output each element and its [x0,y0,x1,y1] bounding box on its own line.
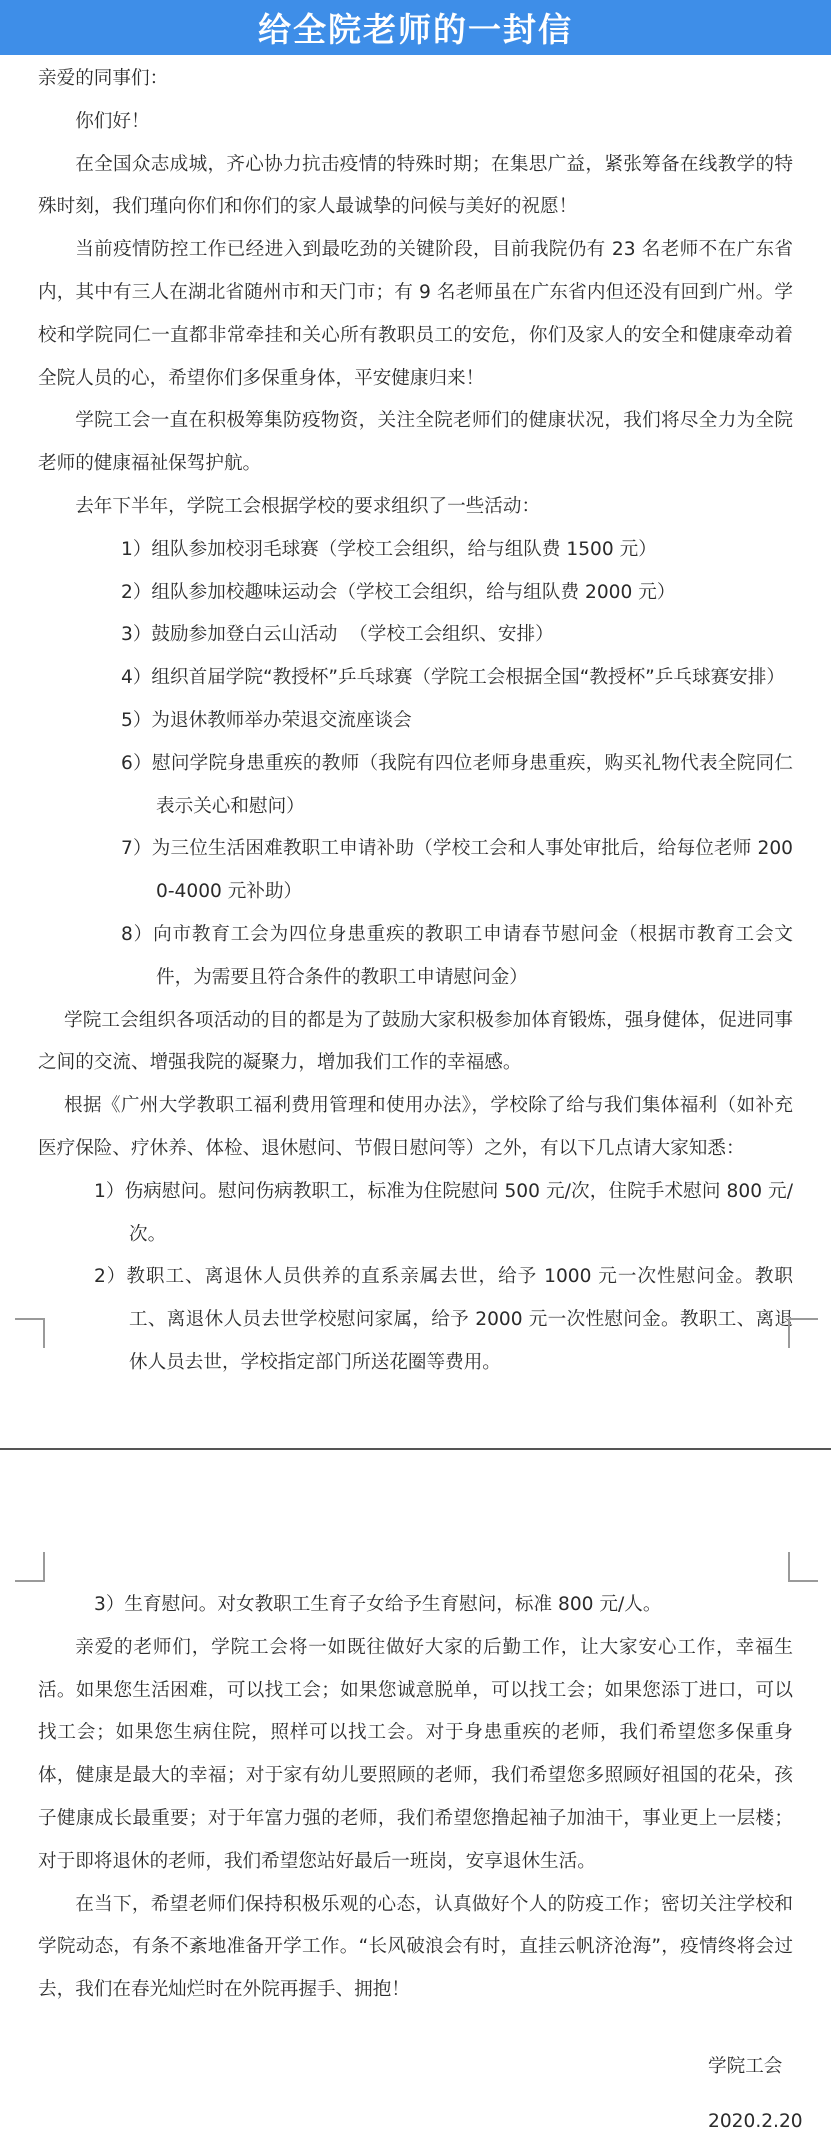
paragraph-6: 根据《广州大学教职工福利费用管理和使用办法》，学校除了给与我们集体福利（如补充医疗保险、疗休养、体检、退休慰问、节假日慰问等）之外，有以下几点请大家知悉： [38,1095,793,1159]
paragraph-3: 学院工会一直在积极筹集防疫物资，关注全院老师们的健康状况，我们将尽全力为全院老师的健康福祉保驾护航。 [38,410,793,475]
greeting: 亲爱的同事们： [38,68,169,89]
activity-item: 1）组队参加校羽毛球赛（学校工会组织，给与组队费 1500 元） [121,538,657,560]
paragraph-5: 学院工会组织各项活动的目的都是为了鼓励大家积极参加体育锻炼，强身健体，促进同事之间的交流、增强我院的凝聚力，增加我们工作的幸福感。 [38,1009,793,1074]
welfare-item: 3）生育慰问。对女教职工生育子女给予生育慰问，标准 800 元/人。 [94,1594,662,1615]
signature-org: 学院工会 [708,2056,783,2077]
page-separator [0,1448,831,1450]
paragraph-1: 在全国众志成城，齐心协力抗击疫情的特殊时期；在集思广益，紧张筹备在线教学的特殊时刻，我们瑾向你们和你们的家人最诚挚的问候与美好的祝愿！ [38,153,793,218]
letter-title-bar [0,0,831,55]
activity-item: 3）鼓励参加登白云山活动 （学校工会组织、安排） [121,624,554,646]
document-page-1 [0,58,831,1385]
paragraph-2: 当前疫情防控工作已经进入到最吃劲的关键阶段，目前我院仍有 23 名老师不在广东省内，其中有三人在湖北省随州市和天门市；有 9 名老师虽在广东省内但还没有回到广州。学校和学院同仁一直都非常牵挂和关心所有教职员工的安危，你们及家人的安全和健康牵动着全院人员的心，希望你们多保重身体，平安健康归来！ [38,239,793,389]
letter-title: 给全院老师的一封信 [258,10,573,49]
activity-item: 4）组织首届学院“教授杯”乒乓球赛（学院工会根据全国“教授杯”乒乓球赛安排） [121,667,785,689]
paragraph-4: 去年下半年，学院工会根据学校的要求组织了一些活动： [75,495,541,517]
activity-item: 7）为三位生活困难教职工申请补助（学校工会和人事处审批后，给每位老师 2000-4000 元补助） [121,838,793,903]
activity-item: 6）慰问学院身患重疾的教师（我院有四位老师身患重疾，购买礼物代表全院同仁表示关心和慰问） [121,752,793,817]
page-corner-mark [788,1318,818,1348]
activity-item: 5）为退休教师举办荣退交流座谈会 [121,709,412,731]
signature-date: 2020.2.20 [708,2111,803,2132]
welfare-item: 2）教职工、离退休人员供养的直系亲属去世，给予 1000 元一次性慰问金。教职工、离退休人员去世学校慰问家属，给予 2000 元一次性慰问金。教职工、离退休人员去世，学校指定部门所送花圈等费用。 [94,1266,793,1373]
paragraph-7: 亲爱的老师们，学院工会将一如既往做好大家的后勤工作，让大家安心工作，幸福生活。如果您生活困难，可以找工会；如果您诚意脱单，可以找工会；如果您添丁进口，可以找工会；如果您生病住院，照样可以找工会。对于身患重疾的老师，我们希望您多保重身体，健康是最大的幸福；对于家有幼儿要照顾的老师，我们希望您多照顾好祖国的花朵，孩子健康成长最重要；对于年富力强的老师，我们希望您撸起袖子加油干，事业更上一层楼；对于即将退休的老师，我们希望您站好最后一班岗，安享退休生活。 [38,1636,793,1872]
welfare-item: 1）伤病慰问。慰问伤病教职工，标准为住院慰问 500 元/次，住院手术慰问 800 元/次。 [94,1180,793,1245]
document-page-2 [0,1584,831,2012]
page-corner-mark [15,1318,45,1348]
page-corner-mark [788,1552,818,1582]
paragraph-8: 在当下，希望老师们保持积极乐观的心态，认真做好个人的防疫工作；密切关注学校和学院动态，有条不紊地准备开学工作。“长风破浪会有时，直挂云帆济沧海”，疫情终将会过去，我们在春光灿烂时在外院再握手、拥抱！ [38,1893,793,2001]
hello-line: 你们好！ [75,110,150,132]
activity-item: 8）向市教育工会为四位身患重疾的教职工申请春节慰问金（根据市教育工会文件，为需要且符合条件的教职工申请慰问金） [121,923,793,988]
activity-item: 2）组队参加校趣味运动会（学校工会组织，给与组队费 2000 元） [121,581,676,603]
page-corner-mark [15,1552,45,1582]
